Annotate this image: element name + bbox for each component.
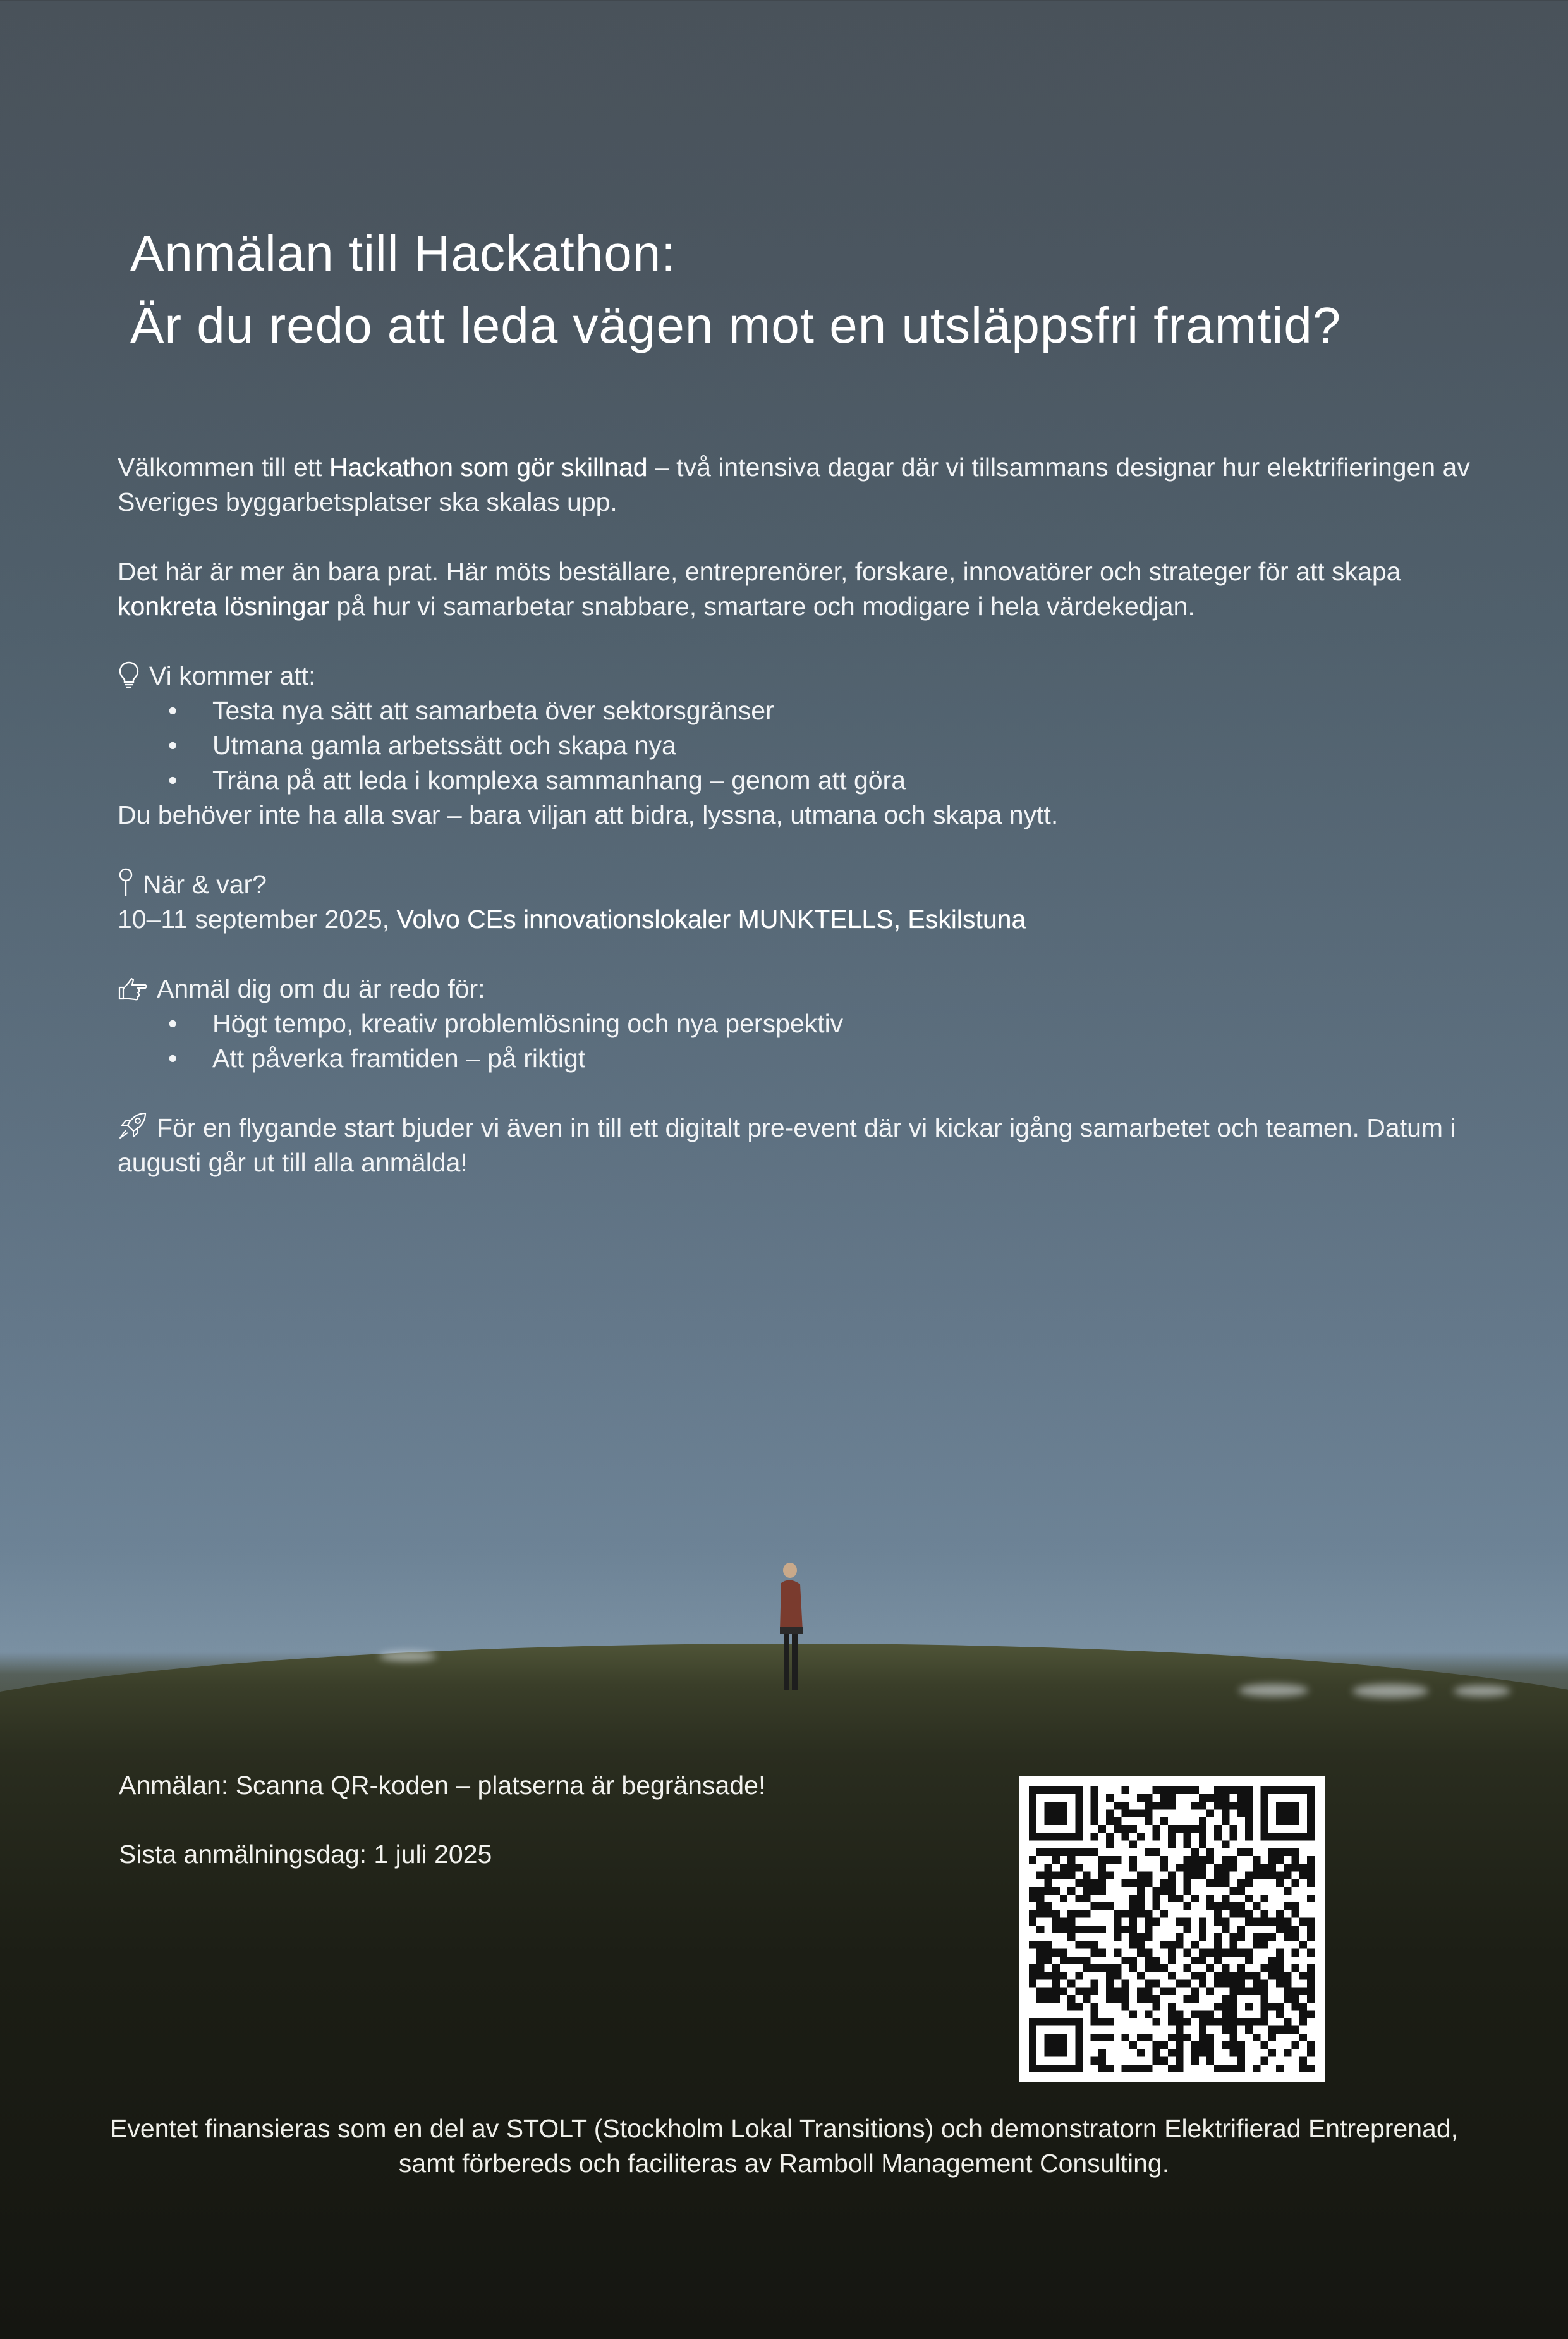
cloud	[1352, 1684, 1428, 1698]
plan-after-text: Du behöver inte ha alla svar – bara viljan att bidra, lyssna, utmana och skapa nytt.	[118, 800, 1059, 829]
text: Det här är mer än bara prat. Här möts beställare, entreprenörer, forskare, innovatörer och strateger för att skapa	[118, 557, 1401, 586]
section-heading-when	[118, 867, 1483, 902]
footer-note	[0, 2111, 1568, 2181]
text: – två intensiva dagar där vi tillsammans designar hur elektrifieringen av Sveriges byggarbetsplatser ska skalas upp.	[118, 453, 1470, 516]
standing-person-silhouette	[772, 1561, 810, 1694]
cloud	[1239, 1684, 1308, 1697]
text: Välkommen till ett	[118, 453, 329, 482]
cloud	[1454, 1685, 1510, 1697]
heading-text: Anmäl dig om du är redo för:	[157, 974, 485, 1003]
registration-scan-text: Anmälan: Scanna QR-koden – platserna är begränsade!	[119, 1771, 766, 1800]
heading-text: När & var?	[143, 870, 267, 899]
pointing-hand-icon	[118, 976, 148, 1001]
title-line-2: Är du redo att leda vägen mot en utsläppsfri framtid?	[130, 297, 1342, 353]
qr-code-icon	[1029, 1786, 1315, 2072]
signup-list	[118, 1006, 1483, 1076]
cloud	[379, 1651, 436, 1661]
pre-event-text: För en flygande start bjuder vi även in till ett digitalt pre-event där vi kickar igång samarbetet och teamen. Datum i augusti går ut till alla anmälda!	[118, 1113, 1456, 1177]
list-item: • Träna på att leda i komplexa sammanhang – genom att göra	[168, 763, 1483, 798]
lightbulb-icon	[118, 661, 140, 688]
list-item: • Utmana gamla arbetssätt och skapa nya	[168, 728, 1483, 763]
body-text	[118, 450, 1483, 1180]
section-heading-plan	[118, 659, 1483, 693]
plan-list	[118, 693, 1483, 798]
heading-text: Vi kommer att:	[149, 661, 316, 690]
event-place: Volvo CEs innovationslokaler MUNKTELLS, Eskilstuna	[396, 905, 1026, 934]
intro-paragraph-1	[118, 450, 1483, 520]
footer-line-2: samt förbereds och faciliteras av Ramboll Management Consulting.	[398, 2149, 1170, 2178]
list-item: • Att påverka framtiden – på riktigt	[168, 1041, 1483, 1076]
text: på hur vi samarbetar snabbare, smartare och modigare i hela värdekedjan.	[329, 592, 1195, 621]
footer-line-1: Eventet finansieras som en del av STOLT (Stockholm Lokal Transitions) och demonstratorn Elektrifierad Entreprenad,	[109, 2114, 1459, 2143]
pin-icon	[118, 868, 134, 897]
rocket-icon	[118, 1111, 148, 1140]
list-item: • Högt tempo, kreativ problemlösning och nya perspektiv	[168, 1006, 1483, 1041]
highlight-hackathon: Hackathon som gör skillnad	[329, 453, 648, 482]
section-heading-signup	[118, 972, 1483, 1006]
pre-event-paragraph	[118, 1111, 1483, 1180]
qr-code[interactable]	[1019, 1776, 1325, 2082]
list-item: • Testa nya sätt att samarbeta över sektorsgränser	[168, 693, 1483, 728]
page-title	[130, 217, 1341, 362]
event-date-place	[118, 902, 1483, 937]
event-date: 10–11 september 2025,	[118, 905, 397, 934]
title-line-1: Anmälan till Hackathon:	[130, 225, 676, 281]
hill-landscape	[0, 1644, 1568, 2339]
intro-paragraph-2	[118, 554, 1483, 624]
highlight-solutions: konkreta lösningar	[118, 592, 330, 621]
registration-deadline: Sista anmälningsdag: 1 juli 2025	[119, 1840, 492, 1869]
